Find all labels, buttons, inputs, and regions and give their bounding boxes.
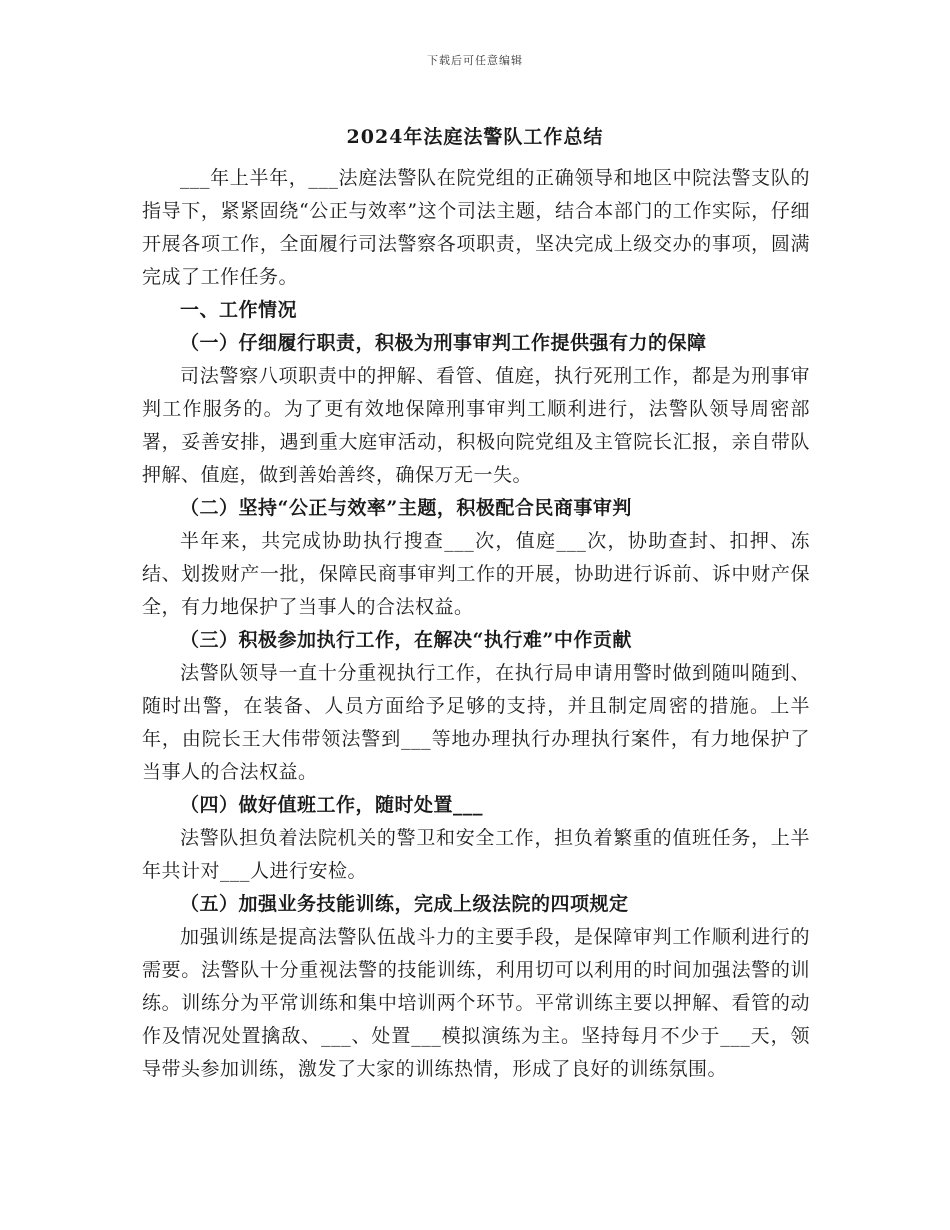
page-header-note: 下载后可任意编辑 bbox=[427, 54, 523, 67]
section-heading-work-situation: 一、工作情况 bbox=[180, 299, 298, 321]
subheading-skill-training: （五）加强业务技能训练，完成上级法院的四项规定 bbox=[180, 893, 629, 915]
subheading-civil-commercial: （二）坚持“公正与效率”主题，积极配合民商事审判 bbox=[180, 497, 632, 519]
document-title: 2024年法庭法警队工作总结 bbox=[346, 126, 604, 148]
subheading-duty-work: （四）做好值班工作，随时处置___ bbox=[180, 794, 484, 816]
document-body bbox=[142, 162, 810, 1086]
paragraph-criminal-trial: 司法警察八项职责中的押解、看管、值庭，执行死刑工作，都是为刑事审判工作服务的。为了更有效地保障刑事审判工顺利进行，法警队领导周密部署，妥善安排，遇到重大庭审活动，积极向院党组及主管院长汇报，亲自带队押解、值庭，做到善始善终，确保万无一失。 bbox=[142, 365, 810, 486]
subheading-execution-work: （三）积极参加执行工作，在解决“执行难”中作贡献 bbox=[180, 629, 632, 651]
paragraph-civil-commercial: 半年来，共完成协助执行搜查___次，值庭___次，协助查封、扣押、冻结、划拨财产一批，保障民商事审判工作的开展，协助进行诉前、诉中财产保全，有力地保护了当事人的合法权益。 bbox=[142, 530, 810, 618]
subheading-criminal-trial: （一）仔细履行职责，积极为刑事审判工作提供强有力的保障 bbox=[180, 332, 707, 354]
paragraph-skill-training: 加强训练是提高法警队伍战斗力的主要手段，是保障审判工作顺利进行的需要。法警队十分重视法警的技能训练，利用切可以利用的时间加强法警的训练。训练分为平常训练和集中培训两个环节。平常训练主要以押解、看管的动作及情况处置擒敌、___、处置___模拟演练为主。坚持每月不少于___天，领导带头参加训练，激发了大家的训练热情，形成了良好的训练氛围。 bbox=[142, 926, 810, 1080]
paragraph-intro: ___年上半年，___法庭法警队在院党组的正确领导和地区中院法警支队的指导下，紧紧固绕“公正与效率”这个司法主题，结合本部门的工作实际，仔细开展各项工作，全面履行司法警察各项职责，坚决完成上级交办的事项，圆满完成了工作任务。 bbox=[142, 167, 810, 288]
paragraph-execution-work: 法警队领导一直十分重视执行工作，在执行局申请用警时做到随叫随到、随时出警，在装备、人员方面给予足够的支持，并且制定周密的措施。上半年，由院长王大伟带领法警到___等地办理执行办理执行案件，有力地保护了当事人的合法权益。 bbox=[142, 662, 810, 783]
paragraph-duty-work: 法警队担负着法院机关的警卫和安全工作，担负着繁重的值班任务，上半年共计对___人进行安检。 bbox=[142, 827, 810, 882]
